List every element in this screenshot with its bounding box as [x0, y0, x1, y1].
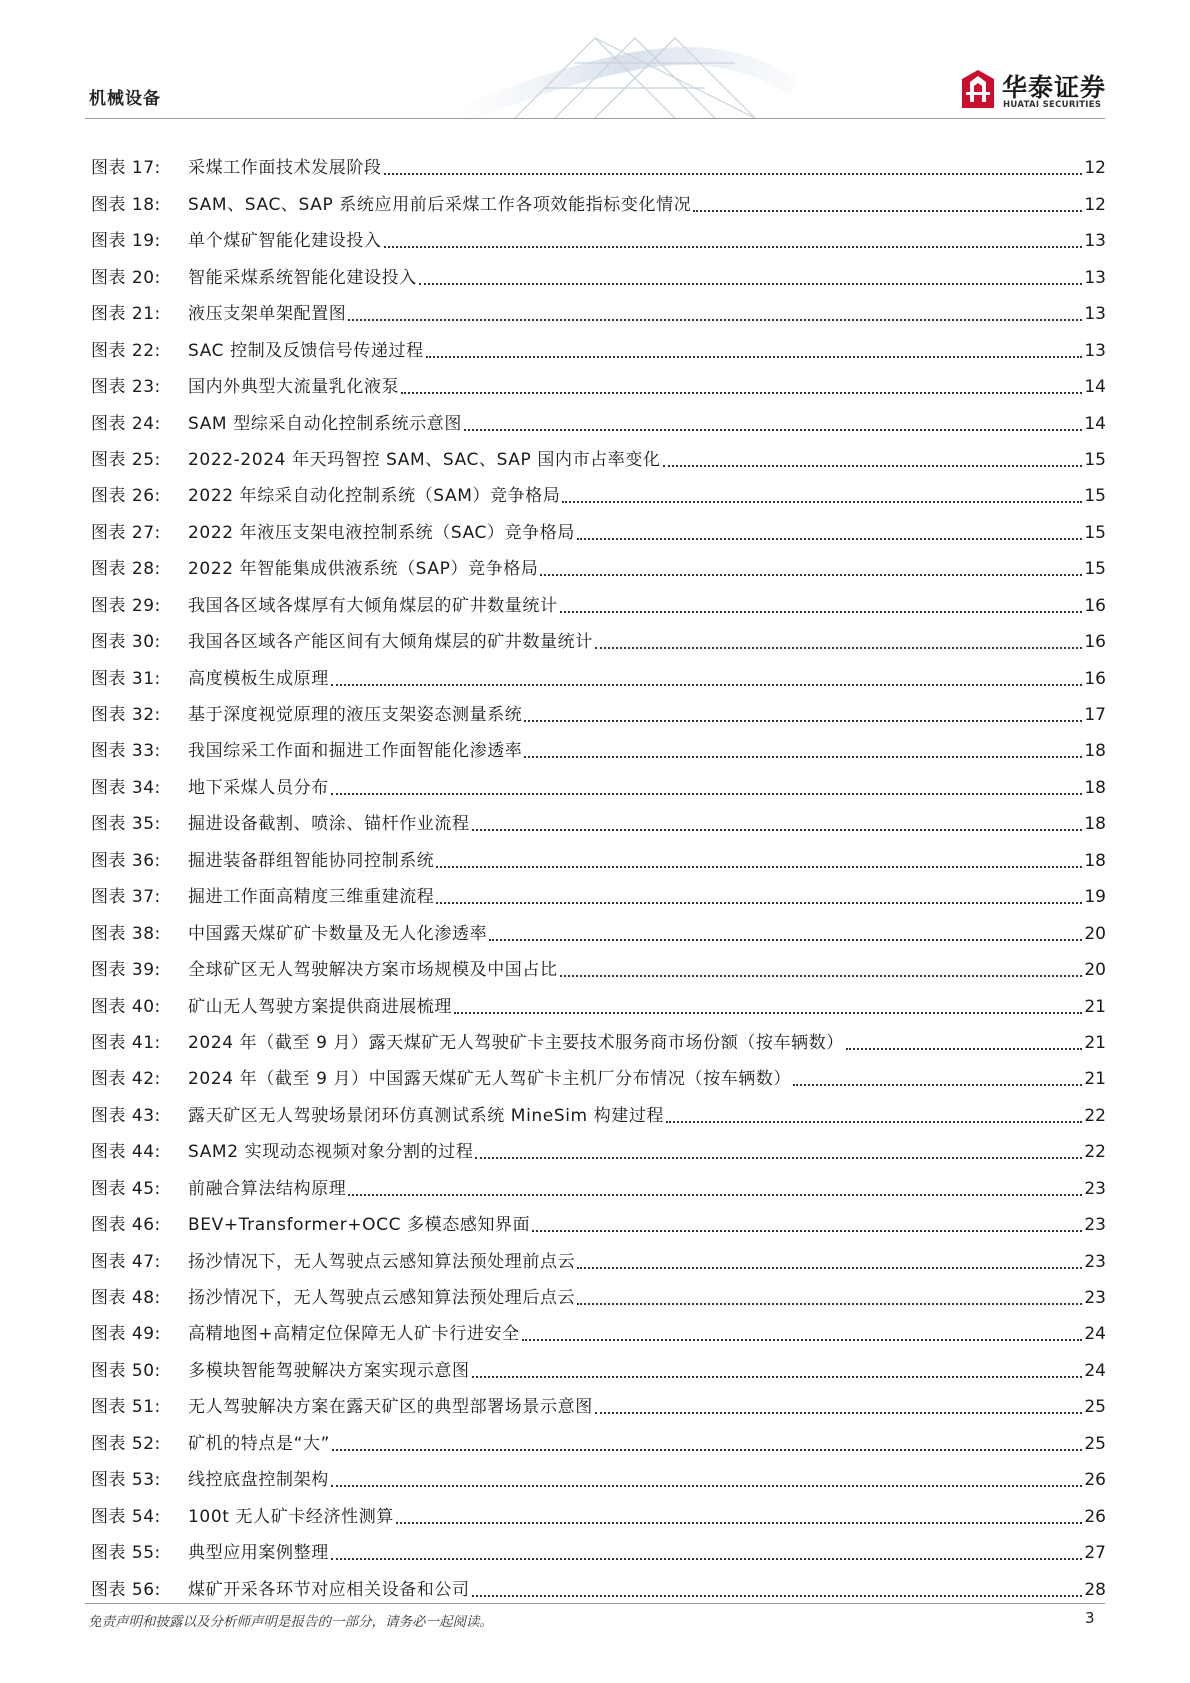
toc-entry-title: 2022 年综采自动化控制系统（SAM）竞争格局 — [188, 486, 561, 507]
toc-entry[interactable] — [91, 288, 1106, 324]
toc-entry-label: 图表 29: — [91, 595, 161, 616]
toc-entry-title: 高度模板生成原理 — [188, 668, 329, 689]
toc-entry[interactable] — [91, 1017, 1106, 1053]
huatai-logo — [960, 68, 1110, 112]
toc-entry[interactable] — [91, 543, 1106, 579]
toc-entry-title: SAM 型综采自动化控制系统示意图 — [188, 413, 463, 434]
toc-entry-label: 图表 39: — [91, 960, 161, 981]
toc-entry-title: 矿机的特点是“大” — [188, 1433, 331, 1454]
toc-entry-label: 图表 33: — [91, 741, 161, 762]
toc-leader-dots — [436, 866, 1082, 868]
toc-entry-page: 18 — [1084, 741, 1106, 762]
toc-entry-page: 14 — [1084, 377, 1106, 398]
toc-entry-title: 前融合算法结构原理 — [188, 1178, 347, 1199]
toc-entry-page: 20 — [1084, 923, 1106, 944]
toc-leader-dots — [472, 829, 1083, 831]
toc-entry-title: BEV+Transformer+OCC 多模态感知界面 — [188, 1215, 531, 1236]
toc-entry-title: 基于深度视觉原理的液压支架姿态测量系统 — [188, 705, 523, 725]
toc-leader-dots — [331, 1485, 1083, 1487]
toc-entry[interactable] — [91, 1235, 1106, 1271]
toc-entry-page: 27 — [1084, 1543, 1106, 1564]
header-divider — [85, 118, 1105, 119]
toc-entry-page: 15 — [1084, 486, 1106, 507]
toc-entry-page: 12 — [1084, 158, 1106, 179]
toc-leader-dots — [419, 283, 1083, 285]
toc-entry-page: 21 — [1084, 1069, 1106, 1090]
toc-leader-dots — [577, 1267, 1082, 1269]
toc-entry[interactable] — [91, 397, 1106, 433]
toc-leader-dots — [595, 1412, 1083, 1414]
toc-entry-page: 24 — [1084, 1324, 1106, 1345]
toc-entry-page: 23 — [1084, 1251, 1106, 1272]
toc-entry-page: 20 — [1084, 960, 1106, 981]
toc-entry-label: 图表 55: — [91, 1543, 161, 1564]
toc-entry-title: 煤矿开采各环节对应相关设备和公司 — [188, 1579, 470, 1600]
toc-entry[interactable] — [91, 907, 1106, 943]
toc-leader-dots — [348, 1194, 1082, 1196]
toc-entry[interactable] — [91, 1417, 1106, 1453]
toc-entry-page: 23 — [1084, 1288, 1106, 1308]
toc-entry-title: 典型应用案例整理 — [188, 1543, 329, 1564]
toc-entry[interactable] — [91, 1527, 1106, 1563]
toc-entry-title: 矿山无人驾驶方案提供商进展梳理 — [188, 996, 452, 1017]
header-decoration — [455, 28, 795, 120]
toc-leader-dots — [348, 319, 1082, 321]
toc-entry[interactable] — [91, 470, 1106, 506]
toc-entry-label: 图表 54: — [91, 1506, 161, 1527]
toc-entry[interactable] — [91, 1053, 1106, 1089]
toc-entry-title: 单个煤矿智能化建设投入 — [188, 231, 382, 252]
toc-entry-page: 13 — [1084, 267, 1106, 288]
toc-entry-title: 扬沙情况下，无人驾驶点云感知算法预处理前点云 — [188, 1251, 576, 1272]
toc-leader-dots — [666, 1121, 1082, 1123]
toc-entry-page: 18 — [1084, 850, 1106, 871]
toc-entry-page: 26 — [1084, 1470, 1106, 1491]
toc-entry[interactable] — [91, 1162, 1106, 1198]
toc-entry-label: 图表 20: — [91, 267, 161, 288]
toc-entry-label: 图表 23: — [91, 377, 161, 398]
toc-leader-dots — [331, 1558, 1083, 1560]
toc-entry-label: 图表 38: — [91, 923, 161, 944]
toc-entry-page: 18 — [1084, 814, 1106, 835]
toc-entry[interactable] — [91, 178, 1106, 214]
toc-leader-dots — [489, 939, 1082, 941]
toc-entry-title: 露天矿区无人驾驶场景闭环仿真测试系统 MineSim 构建过程 — [188, 1105, 665, 1126]
toc-leader-dots — [331, 684, 1083, 686]
toc-entry[interactable] — [91, 944, 1106, 980]
toc-entry[interactable] — [91, 1126, 1106, 1162]
toc-entry-title: SAM2 实现动态视频对象分割的过程 — [188, 1142, 474, 1163]
toc-leader-dots — [577, 1303, 1082, 1305]
toc-leader-dots — [693, 210, 1082, 212]
toc-entry-title: 2022 年智能集成供液系统（SAP）竞争格局 — [188, 559, 539, 580]
toc-leader-dots — [595, 647, 1083, 649]
toc-entry-label: 图表 19: — [91, 231, 161, 252]
figure-list — [91, 142, 1106, 1600]
toc-entry[interactable] — [91, 1089, 1106, 1125]
toc-entry-title: 地下采煤人员分布 — [188, 777, 329, 798]
toc-entry-title: 中国露天煤矿矿卡数量及无人化渗透率 — [188, 923, 488, 944]
toc-leader-dots — [793, 1084, 1082, 1086]
logo-chinese-name: 华泰证券 — [1002, 73, 1107, 102]
toc-entry[interactable] — [91, 1272, 1106, 1308]
toc-entry[interactable] — [91, 361, 1106, 397]
toc-entry-label: 图表 49: — [91, 1324, 161, 1345]
toc-entry-title: 我国各区域各产能区间有大倾角煤层的矿井数量统计 — [188, 632, 593, 653]
toc-leader-dots — [436, 902, 1082, 904]
toc-leader-dots — [426, 356, 1083, 358]
toc-entry[interactable] — [91, 1308, 1106, 1344]
toc-entry-label: 图表 37: — [91, 887, 161, 908]
toc-leader-dots — [331, 793, 1083, 795]
toc-entry-page: 28 — [1084, 1579, 1106, 1600]
toc-entry-page: 15 — [1084, 449, 1106, 470]
toc-entry-label: 图表 42: — [91, 1069, 161, 1090]
toc-entry[interactable] — [91, 1454, 1106, 1490]
toc-entry-title: 2022 年液压支架电液控制系统（SAC）竞争格局 — [188, 522, 575, 543]
toc-entry-page: 23 — [1084, 1215, 1106, 1236]
toc-entry-page: 24 — [1084, 1360, 1106, 1381]
toc-leader-dots — [522, 1339, 1083, 1341]
toc-entry-label: 图表 45: — [91, 1178, 161, 1199]
toc-entry-page: 18 — [1084, 777, 1106, 798]
toc-leader-dots — [475, 1157, 1082, 1159]
toc-entry[interactable] — [91, 798, 1106, 834]
toc-entry-label: 图表 24: — [91, 413, 161, 434]
toc-leader-dots — [560, 611, 1083, 613]
toc-entry-title: 国内外典型大流量乳化液泵 — [188, 377, 400, 398]
toc-entry-title: 掘进装备群组智能协同控制系统 — [188, 850, 435, 871]
toc-entry-label: 图表 48: — [91, 1288, 161, 1308]
toc-entry-label: 图表 32: — [91, 705, 161, 725]
toc-entry-label: 图表 36: — [91, 850, 161, 871]
toc-entry-label: 图表 41: — [91, 1032, 161, 1053]
toc-entry[interactable] — [91, 834, 1106, 870]
page-header — [0, 0, 1190, 120]
toc-entry-title: 液压支架单架配置图 — [188, 304, 347, 325]
toc-leader-dots — [540, 574, 1082, 576]
toc-leader-dots — [560, 975, 1083, 977]
toc-entry-page: 13 — [1084, 304, 1106, 325]
toc-entry-page: 16 — [1084, 595, 1106, 616]
toc-entry[interactable] — [91, 506, 1106, 542]
toc-entry-title: 我国各区域各煤厚有大倾角煤层的矿井数量统计 — [188, 595, 558, 616]
toc-entry-page: 13 — [1084, 231, 1106, 252]
toc-entry-label: 图表 50: — [91, 1360, 161, 1381]
toc-leader-dots — [472, 1376, 1083, 1378]
toc-entry-page: 23 — [1084, 1178, 1106, 1199]
toc-entry[interactable] — [91, 725, 1106, 761]
toc-leader-dots — [524, 720, 1082, 722]
toc-leader-dots — [401, 392, 1082, 394]
toc-entry-page: 13 — [1084, 340, 1106, 361]
toc-entry[interactable] — [91, 871, 1106, 907]
toc-entry-page: 15 — [1084, 559, 1106, 580]
toc-entry-page: 17 — [1084, 705, 1106, 725]
toc-entry-label: 图表 30: — [91, 632, 161, 653]
toc-leader-dots — [577, 538, 1082, 540]
toc-leader-dots — [464, 429, 1082, 431]
toc-entry-label: 图表 26: — [91, 486, 161, 507]
toc-leader-dots — [332, 1449, 1082, 1451]
toc-entry[interactable] — [91, 215, 1106, 251]
toc-entry[interactable] — [91, 761, 1106, 797]
toc-entry-title: 掘进设备截割、喷涂、锚杆作业流程 — [188, 814, 470, 835]
toc-entry[interactable] — [91, 142, 1106, 178]
toc-entry-page: 25 — [1084, 1433, 1106, 1454]
toc-leader-dots — [663, 465, 1083, 467]
toc-entry-label: 图表 56: — [91, 1579, 161, 1600]
toc-entry-title: 智能采煤系统智能化建设投入 — [188, 267, 417, 288]
toc-entry-page: 21 — [1084, 996, 1106, 1017]
toc-entry[interactable] — [91, 1563, 1106, 1599]
toc-entry-title: 2024 年（截至 9 月）中国露天煤矿无人驾矿卡主机厂分布情况（按车辆数） — [188, 1069, 792, 1090]
toc-entry-page: 15 — [1084, 522, 1106, 543]
toc-entry-label: 图表 53: — [91, 1470, 161, 1491]
toc-leader-dots — [562, 501, 1082, 503]
toc-entry-page: 21 — [1084, 1032, 1106, 1053]
toc-entry-label: 图表 34: — [91, 777, 161, 798]
toc-entry-title: 线控底盘控制架构 — [188, 1470, 329, 1491]
toc-entry-title: 采煤工作面技术发展阶段 — [188, 158, 382, 179]
toc-entry-label: 图表 46: — [91, 1215, 161, 1236]
toc-entry[interactable] — [91, 579, 1106, 615]
toc-leader-dots — [524, 756, 1082, 758]
toc-entry[interactable] — [91, 1381, 1106, 1417]
toc-entry-page: 14 — [1084, 413, 1106, 434]
toc-leader-dots — [384, 246, 1083, 248]
toc-entry[interactable] — [91, 1199, 1106, 1235]
huatai-logo-mark-icon — [960, 68, 996, 110]
sector-label: 机械设备 — [89, 89, 161, 109]
toc-entry-title: 高精地图+高精定位保障无人矿卡行进安全 — [188, 1324, 520, 1345]
toc-entry[interactable] — [91, 616, 1106, 652]
toc-entry[interactable] — [91, 251, 1106, 287]
toc-entry-label: 图表 18: — [91, 194, 161, 215]
toc-entry-title: 扬沙情况下，无人驾驶点云感知算法预处理后点云 — [188, 1288, 576, 1308]
page-number: 3 — [1085, 1609, 1095, 1627]
toc-entry-label: 图表 22: — [91, 340, 161, 361]
toc-entry-label: 图表 44: — [91, 1142, 161, 1163]
toc-entry-title: SAM、SAC、SAP 系统应用前后采煤工作各项效能指标变化情况 — [188, 194, 692, 215]
toc-entry-label: 图表 40: — [91, 996, 161, 1017]
footer-disclaimer: 免责声明和披露以及分析师声明是报告的一部分，请务必一起阅读。 — [88, 1614, 493, 1630]
toc-entry-title: 2024 年（截至 9 月）露天煤矿无人驾驶矿卡主要技术服务商市场份额（按车辆数） — [188, 1032, 844, 1053]
toc-entry-page: 16 — [1084, 632, 1106, 653]
toc-entry-label: 图表 35: — [91, 814, 161, 835]
toc-entry[interactable] — [91, 652, 1106, 688]
toc-entry-page: 16 — [1084, 668, 1106, 689]
toc-entry-title: 100t 无人矿卡经济性测算 — [188, 1506, 394, 1527]
toc-leader-dots — [454, 1012, 1082, 1014]
toc-entry-label: 图表 21: — [91, 304, 161, 325]
toc-entry-title: 2022-2024 年天玛智控 SAM、SAC、SAP 国内市占率变化 — [188, 449, 661, 470]
toc-entry-label: 图表 17: — [91, 158, 161, 179]
toc-entry-label: 图表 28: — [91, 559, 161, 580]
toc-entry[interactable] — [91, 689, 1106, 725]
toc-entry-page: 25 — [1084, 1397, 1106, 1418]
toc-entry-label: 图表 31: — [91, 668, 161, 689]
toc-entry-page: 12 — [1084, 194, 1106, 215]
toc-entry-title: SAC 控制及反馈信号传递过程 — [188, 340, 424, 361]
toc-entry[interactable] — [91, 980, 1106, 1016]
toc-entry-label: 图表 43: — [91, 1105, 161, 1126]
toc-entry-page: 26 — [1084, 1506, 1106, 1527]
toc-entry-page: 19 — [1084, 887, 1106, 908]
footer-divider — [85, 1603, 1105, 1604]
toc-entry-title: 掘进工作面高精度三维重建流程 — [188, 887, 435, 908]
toc-leader-dots — [532, 1230, 1082, 1232]
toc-entry-title: 我国综采工作面和掘进工作面智能化渗透率 — [188, 741, 523, 762]
toc-entry-page: 22 — [1084, 1105, 1106, 1126]
toc-entry-title: 全球矿区无人驾驶解决方案市场规模及中国占比 — [188, 960, 558, 981]
toc-leader-dots — [846, 1048, 1082, 1050]
toc-entry-title: 无人驾驶解决方案在露天矿区的典型部署场景示意图 — [188, 1397, 593, 1418]
toc-entry-label: 图表 27: — [91, 522, 161, 543]
toc-entry-title: 多模块智能驾驶解决方案实现示意图 — [188, 1360, 470, 1381]
logo-english-name: HUATAI SECURITIES — [1003, 100, 1102, 110]
toc-entry-label: 图表 51: — [91, 1397, 161, 1418]
toc-entry[interactable] — [91, 1490, 1106, 1526]
toc-leader-dots — [384, 173, 1083, 175]
toc-leader-dots — [396, 1522, 1082, 1524]
toc-entry-label: 图表 25: — [91, 449, 161, 470]
toc-entry-label: 图表 52: — [91, 1433, 161, 1454]
toc-entry[interactable] — [91, 1344, 1106, 1380]
toc-entry[interactable] — [91, 324, 1106, 360]
toc-entry-page: 22 — [1084, 1142, 1106, 1163]
toc-leader-dots — [472, 1595, 1083, 1597]
toc-entry[interactable] — [91, 434, 1106, 470]
toc-entry-label: 图表 47: — [91, 1251, 161, 1272]
